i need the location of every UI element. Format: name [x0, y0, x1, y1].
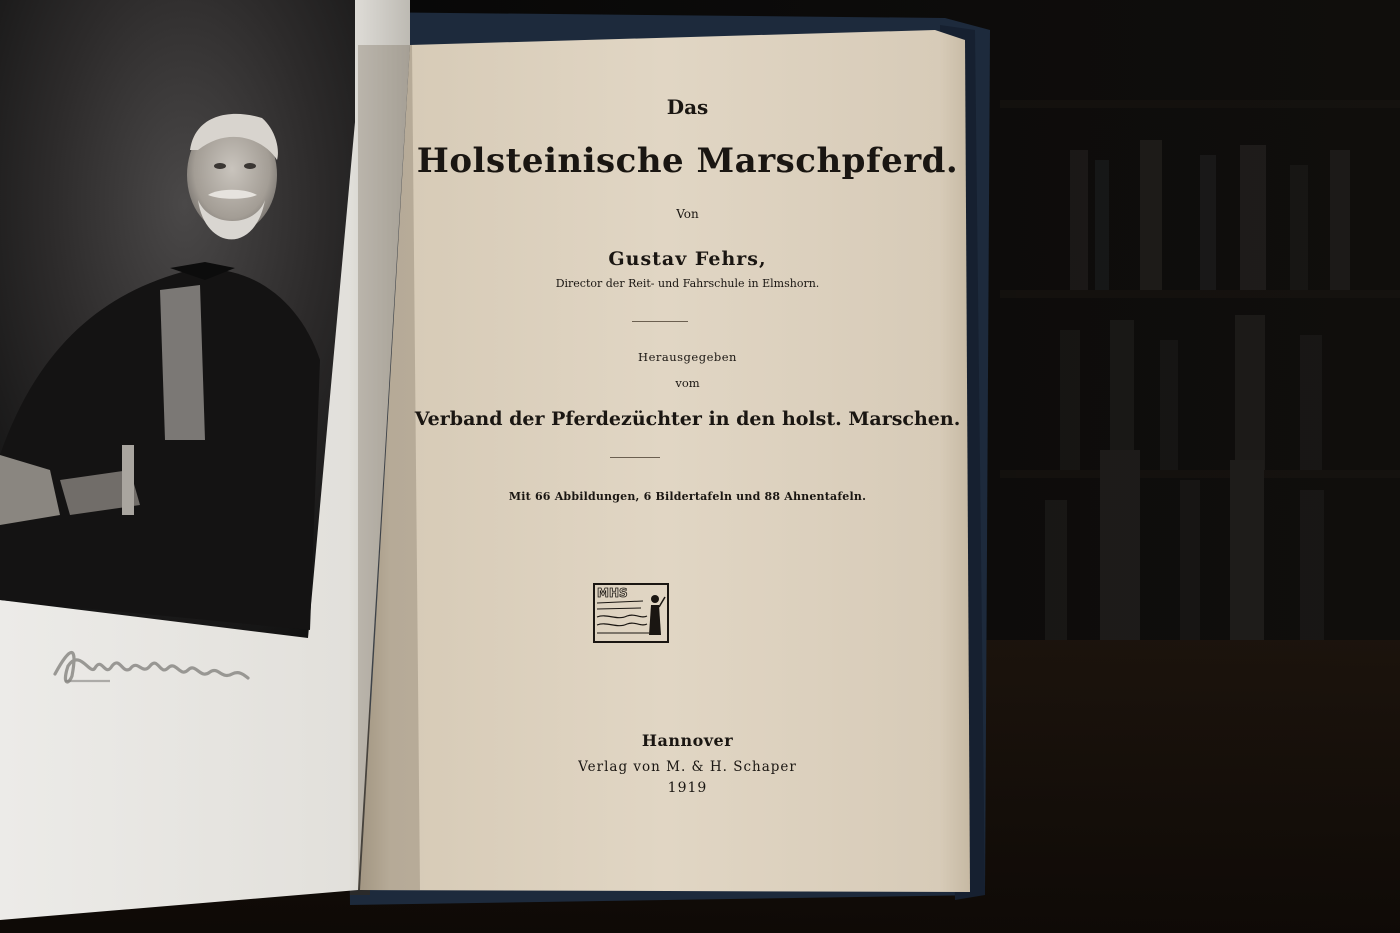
handwritten-signature-icon	[50, 636, 250, 706]
title-das: Das	[666, 95, 709, 119]
divider-rule	[632, 321, 688, 322]
publisher-imprint: Verlag von M. & H. Schaper	[578, 759, 797, 775]
author-name: Gustav Fehrs,	[608, 248, 767, 270]
vom-label: vom	[675, 376, 700, 390]
author-role: Director der Reit- und Fahrschule in Elmshorn.	[555, 277, 820, 290]
von-label: Von	[676, 207, 699, 221]
publisher-organization: Verband der Pferdezüchter in den holst. Marschen.	[414, 408, 961, 430]
herausgegeben-label: Herausgegeben	[638, 350, 737, 364]
divider-rule	[610, 457, 660, 458]
publication-year: 1919	[667, 780, 708, 796]
publication-city: Hannover	[641, 731, 734, 750]
book-title: Holsteinische Marschpferd.	[416, 141, 959, 181]
printers-device-icon	[593, 583, 669, 643]
title-page	[400, 25, 975, 905]
illustrations-note: Mit 66 Abbildungen, 6 Bildertafeln und 88 Ahnentafeln.	[508, 490, 867, 503]
printers-device-lettering: MHS	[597, 586, 628, 600]
portrait-photo-icon	[0, 0, 355, 638]
